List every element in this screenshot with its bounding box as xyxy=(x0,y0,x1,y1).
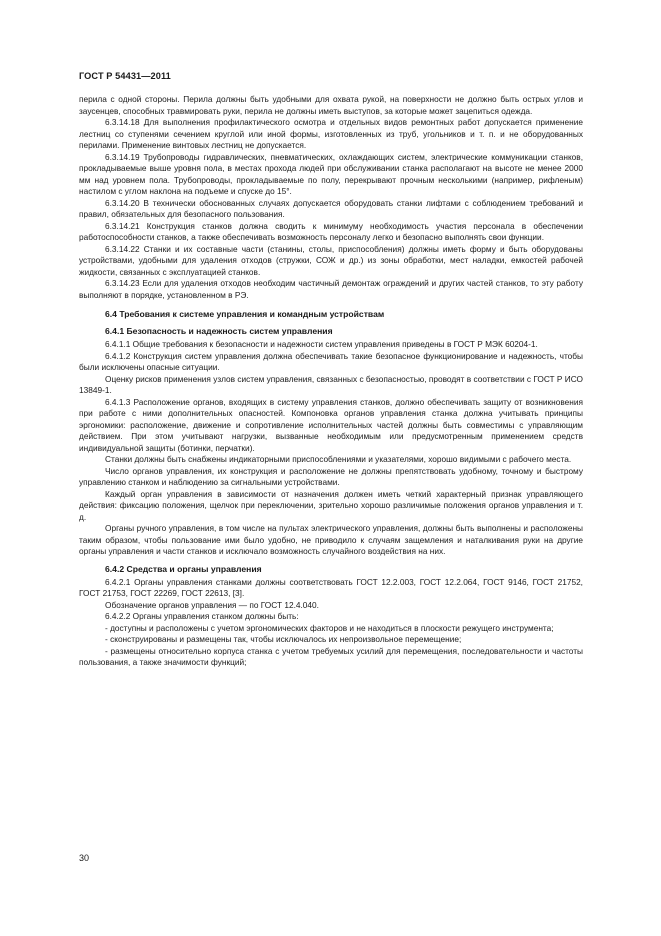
section-heading-6-4: 6.4 Требования к системе управления и командным устройствам xyxy=(105,309,385,319)
paragraph: 6.3.14.22 Станки и их составные части (станины, столы, приспособления) должны иметь форму и быть оборудованы устройствами, удобными для удаления отходов (стружки, СОЖ и др.) из зоны обработки, мест наладки, емкостей рабочей жидкости, связанных с эксплуатацией станков. xyxy=(79,243,583,277)
paragraph: 6.4.1.2 Конструкция систем управления должна обеспечивать такие безопасное функционирование и надежность, чтобы были исключены опасные ситуации. xyxy=(79,350,583,372)
paragraph: перила с одной стороны. Перила должны быть удобными для охвата рукой, на поверхности не должно быть острых углов и заусенцев, способных травмировать руки, перила не должны иметь выступов, за которые может зацепиться одежда. xyxy=(79,94,583,116)
document-body xyxy=(79,94,583,669)
paragraph: Оценку рисков применения узлов систем управления, связанных с безопасностью, проводят в соответствии с ГОСТ Р ИСО 13849-1. xyxy=(79,373,583,395)
paragraph: 6.3.14.19 Трубопроводы гидравлических, пневматических, охлаждающих систем, электрические коммуникации станков, прокладываемые выше уровня пола, в местах прохода людей при обслуживании станка располагают на высоте не менее 2000 мм над уровнем пола. Трубопроводы, прокладываемые по полу, перекрывают прочным несколькими (например, рифленым) настилом с углом наклона на подъеме и спуске до 15°. xyxy=(79,151,583,196)
paragraph: 6.4.2.1 Органы управления станками должны соответствовать ГОСТ 12.2.003, ГОСТ 12.2.064, ГОСТ 9146, ГОСТ 21752, ГОСТ 21753, ГОСТ 22269, ГОСТ 22613, [3]. xyxy=(79,576,583,598)
paragraph: Станки должны быть снабжены индикаторными приспособлениями и указателями, хорошо видимыми с рабочего места. xyxy=(105,454,572,464)
paragraph: 6.3.14.18 Для выполнения профилактического осмотра и отдельных видов ремонтных работ допускается применение лестниц со ступенями сечением круглой или иной формы, изготовленных из труб, угольников и т. п. и не оборудованных перилами. Применение винтовых лестниц не допускается. xyxy=(79,117,583,150)
standard-header: ГОСТ Р 54431—2011 xyxy=(79,71,171,81)
paragraph: 6.4.2.2 Органы управления станком должны быть: xyxy=(105,611,299,621)
paragraph: 6.4.1.1 Общие требования к безопасности и надежности систем управления приведены в ГОСТ Р МЭК 60204-1. xyxy=(105,339,538,349)
page-number: 30 xyxy=(79,853,90,863)
paragraph: Органы ручного управления, в том числе на пультах электрического управления, должны быть выполнены и расположены таким образом, чтобы пользование ими было удобно, не приводило к случаям защемления и наталкивания руки на другие органы управления и части станков и исключало возможность случайного воздействия на них. xyxy=(79,523,583,556)
paragraph: 6.3.14.20 В технически обоснованных случаях допускается оборудовать станки лифтами с соблюдением требований и правил, обязательных для безопасного пользования. xyxy=(79,197,583,219)
section-heading-6-4-1: 6.4.1 Безопасность и надежность систем управления xyxy=(105,326,333,336)
list-item: - доступны и расположены с учетом эргономических факторов и не находиться в плоскости режущего инструмента; xyxy=(105,622,554,633)
paragraph: Обозначение органов управления — по ГОСТ 12.4.040. xyxy=(105,599,319,610)
list-item: - размещены относительно корпуса станка с учетом требуемых усилий для перемещения, последовательности и частоты пользования, а также значимости функций; xyxy=(79,645,583,667)
paragraph: 6.3.14.21 Конструкция станков должна сводить к минимуму необходимость участия персонала в обеспечении работоспособности станков, а также обеспечивать возможность персоналу легко и безопасно выполнять свои функции. xyxy=(79,220,583,242)
paragraph: 6.3.14.23 Если для удаления отходов необходим частичный демонтаж ограждений и других частей станков, то эту работу выполняют в порядке, установленном в РЭ. xyxy=(79,278,583,300)
list-item: - сконструированы и размещены так, чтобы исключалось их непроизвольное перемещение; xyxy=(105,634,462,644)
section-heading-6-4-2: 6.4.2 Средства и органы управления xyxy=(105,563,262,574)
paragraph: Каждый орган управления в зависимости от назначения должен иметь четкий характерный признак управляющего действия: фиксацию положения, щелчок при переключении, зрительно хорошо различимые положения органов управления и т. д. xyxy=(79,488,583,522)
paragraph: Число органов управления, их конструкция и расположение не должны препятствовать удобному, точному и быстрому управлению станком и наблюдению за сигнальными устройствами. xyxy=(79,465,583,487)
paragraph: 6.4.1.3 Расположение органов, входящих в систему управления станков, должно обеспечивать защиту от возникновения при работе с ними дополнительных опасностей. Компоновка органов управления станка должна учитывать принципы эргономики: расположение, движение и сопротивление исполнительных частей должны быть совместимы с управляющим действием. При этом учитывают нагрузки, вызванные необходимым или предусмотренным применением средств индивидуальной защиты (ботинки, перчатки). xyxy=(79,396,583,453)
